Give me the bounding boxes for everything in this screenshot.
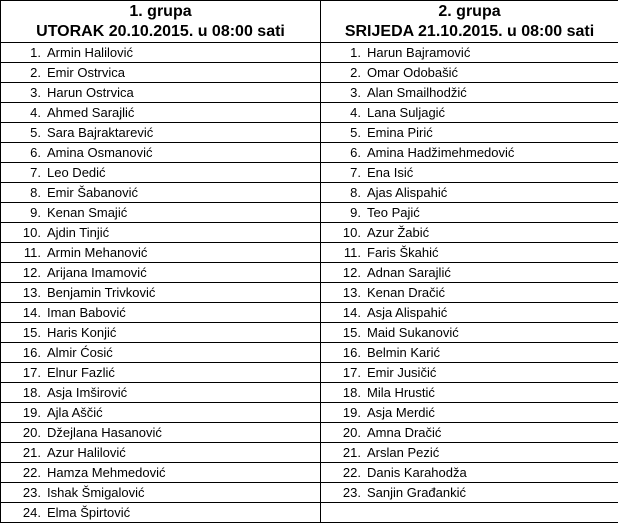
group-2-cell bbox=[321, 363, 618, 383]
group-1-cell bbox=[1, 383, 321, 403]
entry-number: 19. bbox=[22, 405, 41, 420]
group-2-cell bbox=[321, 503, 618, 523]
group-1-cell bbox=[1, 103, 321, 123]
group-1-cell bbox=[1, 403, 321, 423]
group-1-cell bbox=[1, 443, 321, 463]
table-row bbox=[1, 363, 618, 383]
group-1-cell bbox=[1, 63, 321, 83]
student-name: Maid Sukanović bbox=[367, 325, 459, 340]
entry-number: 13. bbox=[22, 285, 41, 300]
entry-number: 15. bbox=[342, 325, 361, 340]
student-name: Emir Šabanović bbox=[47, 185, 139, 200]
entry-number: 20. bbox=[342, 425, 361, 440]
entry-number: 2. bbox=[30, 65, 41, 80]
student-name: Asja Alispahić bbox=[367, 305, 448, 320]
entry-number: 12. bbox=[22, 265, 41, 280]
student-name: Leo Dedić bbox=[47, 165, 106, 180]
group-1-cell bbox=[1, 203, 321, 223]
entry-number: 12. bbox=[342, 265, 361, 280]
entry-number: 6. bbox=[350, 145, 361, 160]
entry-number: 6. bbox=[30, 145, 41, 160]
group-1-cell bbox=[1, 483, 321, 503]
group-2-date: SRIJEDA 21.10.2015. u 08:00 sati bbox=[344, 22, 595, 40]
student-name: Faris Škahić bbox=[367, 245, 439, 260]
table-row bbox=[1, 83, 618, 103]
student-name: Asja Imširović bbox=[47, 385, 128, 400]
table-row bbox=[1, 403, 618, 423]
entry-number: 8. bbox=[350, 185, 361, 200]
table-row bbox=[1, 63, 618, 83]
group-1-cell bbox=[1, 123, 321, 143]
entry-number: 1. bbox=[350, 45, 361, 60]
student-name: Omar Odobašić bbox=[367, 65, 459, 80]
group-2-cell bbox=[321, 63, 618, 83]
student-name: Belmin Karić bbox=[367, 345, 440, 360]
table-row bbox=[1, 303, 618, 323]
student-name: Azur Halilović bbox=[47, 445, 126, 460]
group-1-title: 1. grupa bbox=[129, 2, 192, 20]
group-2-cell bbox=[321, 303, 618, 323]
entry-number: 23. bbox=[342, 485, 361, 500]
entry-number: 18. bbox=[342, 385, 361, 400]
student-name: Ajla Aščić bbox=[47, 405, 103, 420]
student-name: Sanjin Građankić bbox=[367, 485, 466, 500]
group-2-cell bbox=[321, 183, 618, 203]
entry-number: 18. bbox=[22, 385, 41, 400]
student-name: Ena Isić bbox=[367, 165, 414, 180]
student-name: Kenan Dračić bbox=[367, 285, 446, 300]
group-2-cell bbox=[321, 123, 618, 143]
group-1-cell bbox=[1, 283, 321, 303]
group-2-cell bbox=[321, 423, 618, 443]
student-name: Džejlana Hasanović bbox=[47, 425, 162, 440]
student-name: Arijana Imamović bbox=[47, 265, 147, 280]
group-1-cell bbox=[1, 503, 321, 523]
student-name: Hamza Mehmedović bbox=[47, 465, 166, 480]
entry-number: 24. bbox=[22, 505, 41, 520]
table-row bbox=[1, 183, 618, 203]
entry-number: 4. bbox=[30, 105, 41, 120]
table-row bbox=[1, 103, 618, 123]
entry-number: 5. bbox=[30, 125, 41, 140]
group-1-cell bbox=[1, 83, 321, 103]
group-2-cell bbox=[321, 463, 618, 483]
student-name: Amina Osmanović bbox=[47, 145, 153, 160]
entry-number: 2. bbox=[350, 65, 361, 80]
student-name: Emir Ostrvica bbox=[47, 65, 125, 80]
group-2-cell bbox=[321, 283, 618, 303]
group-2-cell bbox=[321, 343, 618, 363]
group-1-cell bbox=[1, 183, 321, 203]
student-name: Harun Ostrvica bbox=[47, 85, 134, 100]
entry-number: 17. bbox=[22, 365, 41, 380]
group-2-cell bbox=[321, 243, 618, 263]
student-name: Mila Hrustić bbox=[367, 385, 435, 400]
table-row bbox=[1, 483, 618, 503]
student-name: Danis Karahodža bbox=[367, 465, 467, 480]
table-row bbox=[1, 43, 618, 63]
entry-number: 4. bbox=[350, 105, 361, 120]
entry-number: 14. bbox=[22, 305, 41, 320]
entry-number: 7. bbox=[350, 165, 361, 180]
student-name: Ajas Alispahić bbox=[367, 185, 448, 200]
table-row bbox=[1, 323, 618, 343]
table-row bbox=[1, 263, 618, 283]
group-1-cell bbox=[1, 423, 321, 443]
entry-number: 21. bbox=[342, 445, 361, 460]
student-name: Arslan Pezić bbox=[367, 445, 440, 460]
entry-number: 3. bbox=[350, 85, 361, 100]
group-2-cell bbox=[321, 83, 618, 103]
student-name: Elma Špirtović bbox=[47, 505, 131, 520]
student-name: Kenan Smajić bbox=[47, 205, 128, 220]
table-row bbox=[1, 243, 618, 263]
entry-number: 21. bbox=[22, 445, 41, 460]
entry-number: 9. bbox=[350, 205, 361, 220]
table-row bbox=[1, 283, 618, 303]
entry-number: 14. bbox=[342, 305, 361, 320]
entry-number: 11. bbox=[343, 245, 361, 260]
student-name: Lana Suljagić bbox=[367, 105, 446, 120]
group-2-cell bbox=[321, 483, 618, 503]
student-name: Ajdin Tinjić bbox=[47, 225, 110, 240]
group-2-header bbox=[321, 1, 618, 43]
student-name: Azur Žabić bbox=[367, 225, 430, 240]
group-1-date: UTORAK 20.10.2015. u 08:00 sati bbox=[36, 22, 285, 40]
group-2-title: 2. grupa bbox=[438, 2, 501, 20]
table-row bbox=[1, 163, 618, 183]
student-name: Harun Bajramović bbox=[367, 45, 471, 60]
entry-number: 20. bbox=[22, 425, 41, 440]
entry-number: 8. bbox=[30, 185, 41, 200]
group-1-header bbox=[1, 1, 321, 43]
entry-number: 9. bbox=[30, 205, 41, 220]
entry-number: 1. bbox=[30, 45, 41, 60]
student-name: Teo Pajić bbox=[367, 205, 420, 220]
entry-number: 13. bbox=[342, 285, 361, 300]
student-name: Ishak Šmigalović bbox=[47, 485, 145, 500]
student-name: Asja Merdić bbox=[367, 405, 435, 420]
table-row bbox=[1, 423, 618, 443]
student-name: Benjamin Trivković bbox=[47, 285, 156, 300]
entry-number: 19. bbox=[342, 405, 361, 420]
group-1-cell bbox=[1, 43, 321, 63]
group-2-cell bbox=[321, 103, 618, 123]
student-name: Ahmed Sarajlić bbox=[47, 105, 135, 120]
entry-number: 7. bbox=[30, 165, 41, 180]
group-2-cell bbox=[321, 383, 618, 403]
student-name: Emir Jusičić bbox=[367, 365, 437, 380]
entry-number: 5. bbox=[350, 125, 361, 140]
entry-number: 16. bbox=[342, 345, 361, 360]
group-2-cell bbox=[321, 263, 618, 283]
student-name: Adnan Sarajlić bbox=[367, 265, 451, 280]
student-name: Alan Smailhodžić bbox=[367, 85, 467, 100]
group-2-cell bbox=[321, 223, 618, 243]
group-2-cell bbox=[321, 323, 618, 343]
table-row bbox=[1, 203, 618, 223]
student-name: Almir Ćosić bbox=[47, 345, 113, 360]
entry-number: 17. bbox=[342, 365, 361, 380]
group-1-cell bbox=[1, 243, 321, 263]
table-row bbox=[1, 223, 618, 243]
group-2-cell bbox=[321, 203, 618, 223]
entry-number: 10. bbox=[22, 225, 41, 240]
student-name: Emina Pirić bbox=[367, 125, 433, 140]
entry-number: 10. bbox=[342, 225, 361, 240]
entry-number: 16. bbox=[22, 345, 41, 360]
entry-number: 22. bbox=[22, 465, 41, 480]
student-name: Iman Babović bbox=[47, 305, 126, 320]
table-row bbox=[1, 383, 618, 403]
entry-number: 11. bbox=[23, 245, 41, 260]
student-name: Amina Hadžimehmedović bbox=[367, 145, 515, 160]
table-row bbox=[1, 503, 618, 523]
table-row bbox=[1, 143, 618, 163]
group-1-cell bbox=[1, 343, 321, 363]
entry-number: 3. bbox=[30, 85, 41, 100]
group-2-cell bbox=[321, 43, 618, 63]
table-row bbox=[1, 443, 618, 463]
student-name: Amna Dračić bbox=[367, 425, 442, 440]
group-1-cell bbox=[1, 223, 321, 243]
group-1-cell bbox=[1, 163, 321, 183]
group-1-cell bbox=[1, 363, 321, 383]
group-1-cell bbox=[1, 323, 321, 343]
entry-number: 23. bbox=[22, 485, 41, 500]
entry-number: 22. bbox=[342, 465, 361, 480]
group-1-cell bbox=[1, 143, 321, 163]
group-2-cell bbox=[321, 143, 618, 163]
group-2-cell bbox=[321, 163, 618, 183]
table-row bbox=[1, 123, 618, 143]
student-name: Armin Mehanović bbox=[47, 245, 148, 260]
group-1-cell bbox=[1, 303, 321, 323]
table-row bbox=[1, 343, 618, 363]
entry-number: 15. bbox=[22, 325, 41, 340]
student-name: Elnur Fazlić bbox=[47, 365, 115, 380]
group-2-cell bbox=[321, 403, 618, 423]
group-2-cell bbox=[321, 443, 618, 463]
header-row bbox=[1, 1, 618, 43]
student-name: Armin Halilović bbox=[47, 45, 133, 60]
table-row bbox=[1, 463, 618, 483]
group-1-cell bbox=[1, 263, 321, 283]
group-1-cell bbox=[1, 463, 321, 483]
student-name: Sara Bajraktarević bbox=[47, 125, 154, 140]
student-name: Haris Konjić bbox=[47, 325, 117, 340]
